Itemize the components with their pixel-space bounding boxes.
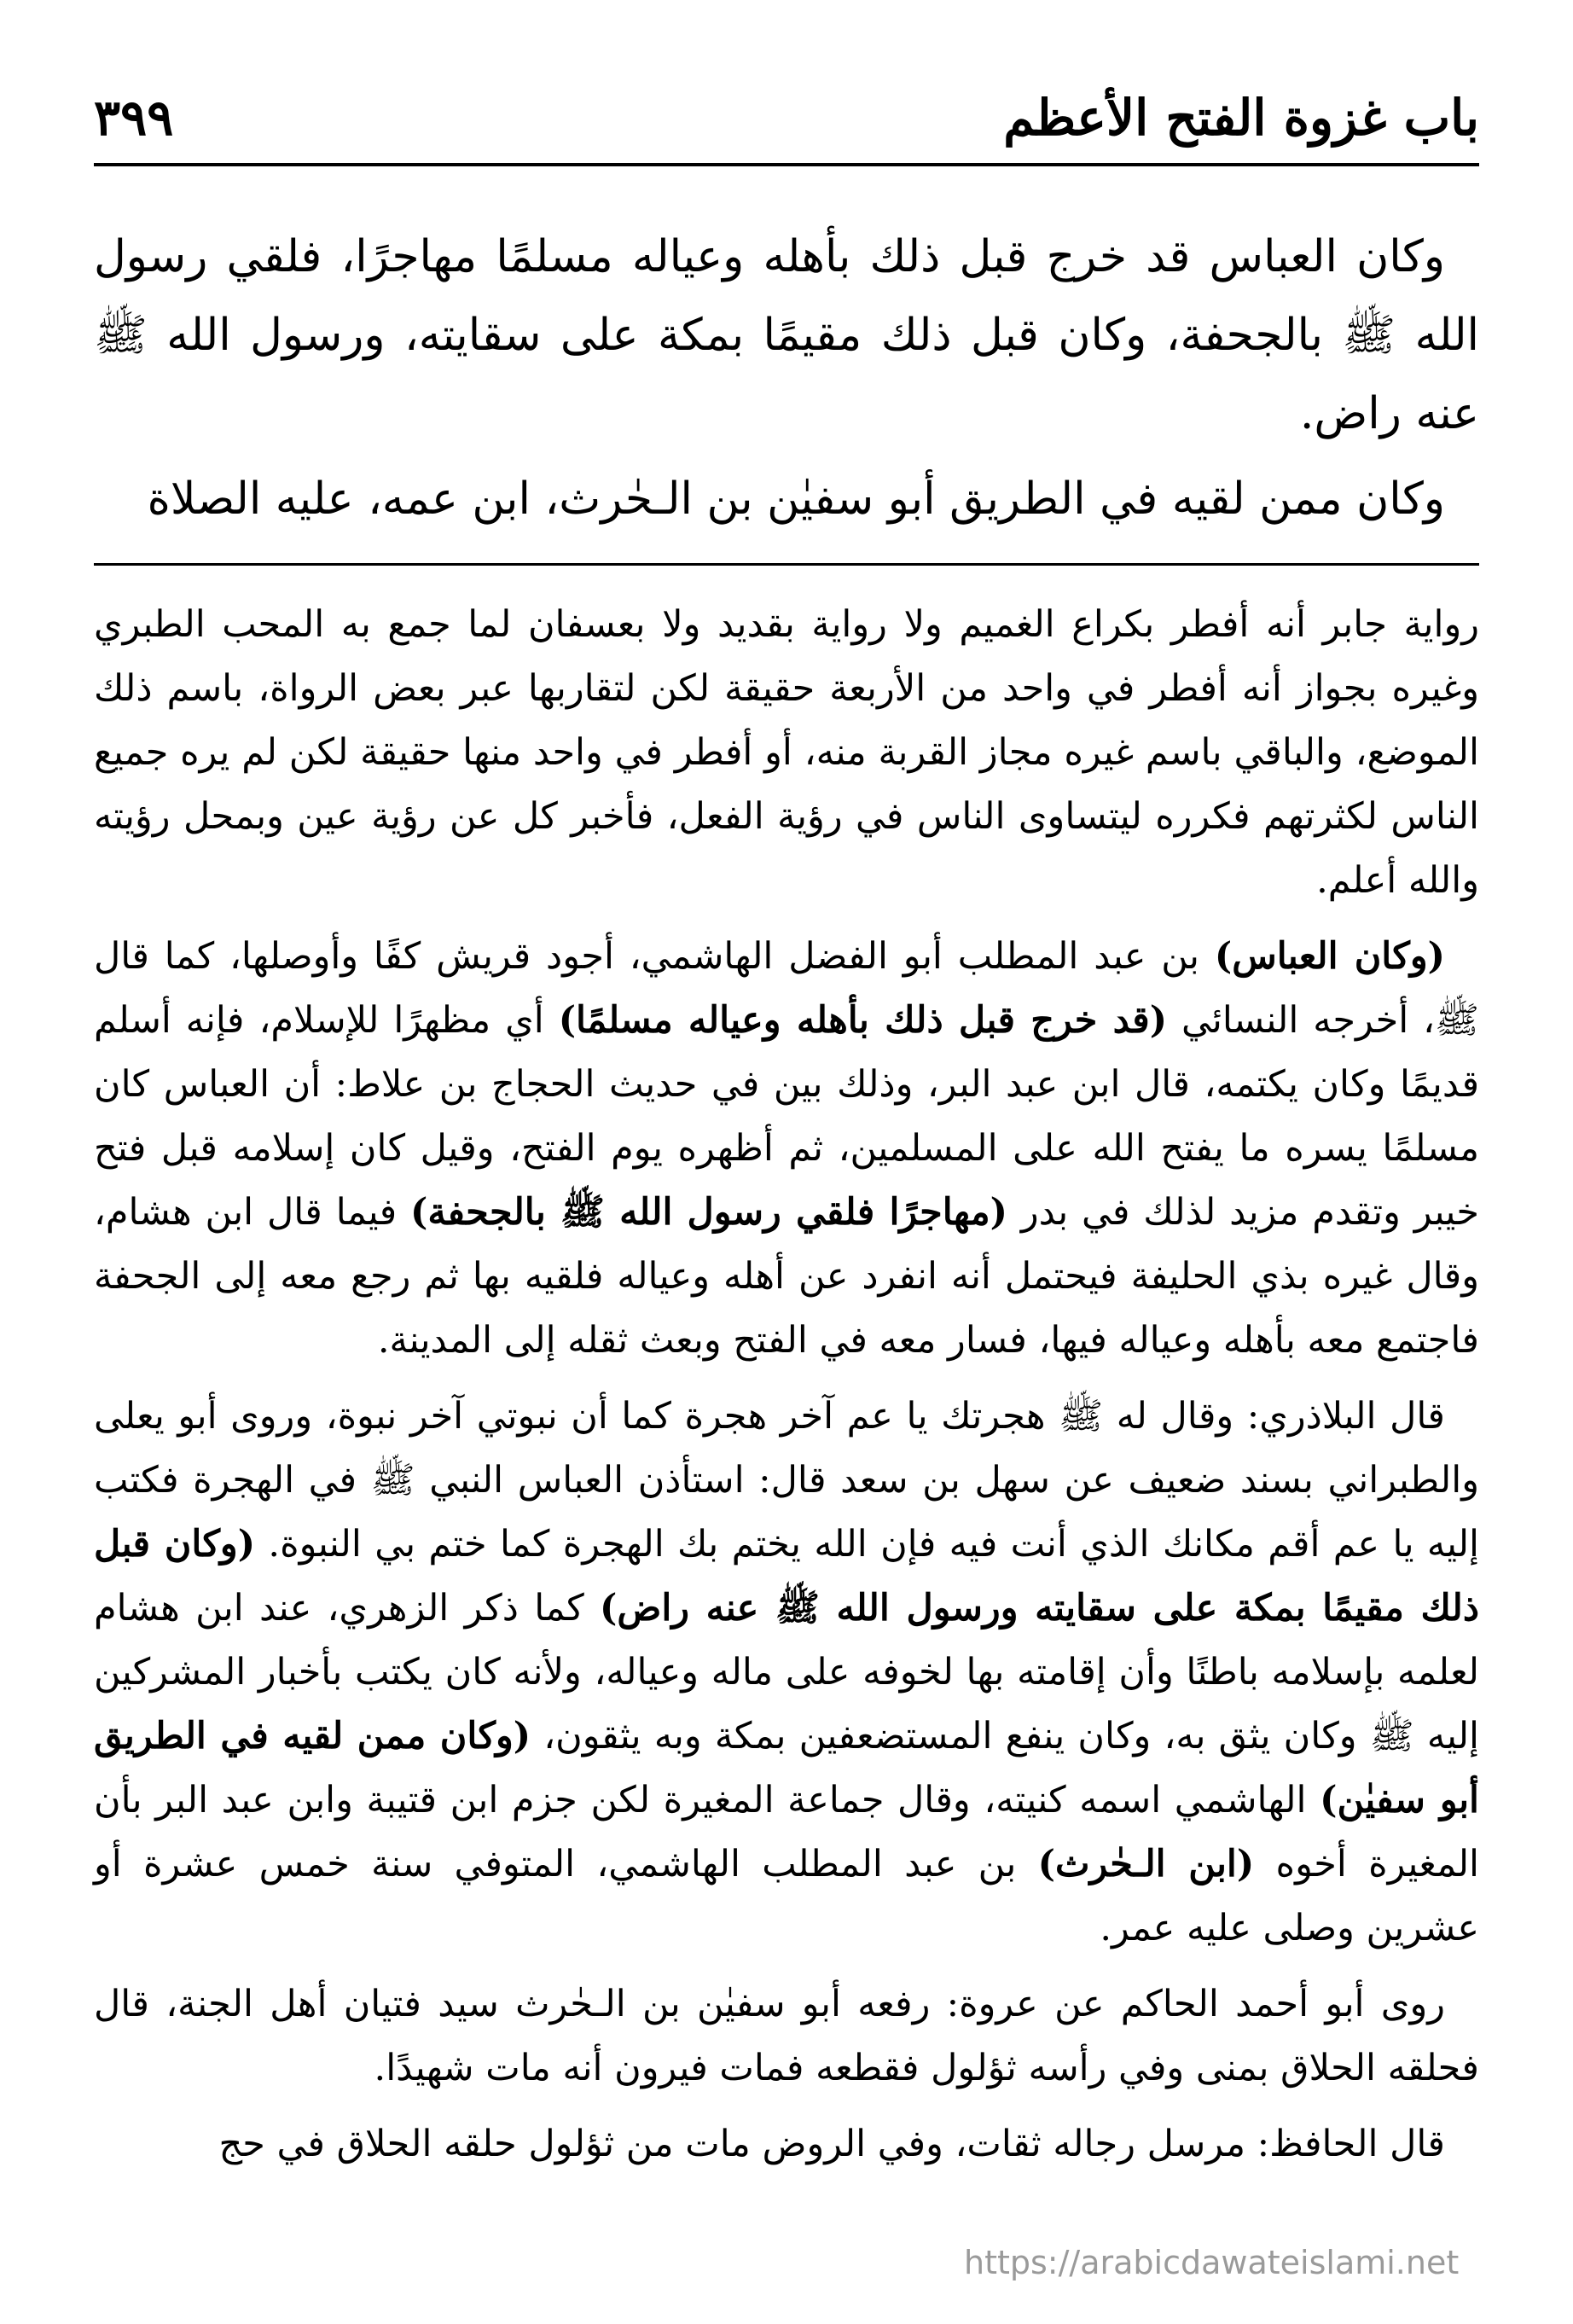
commentary-text: أي مظهرًا للإسلام، فإنه أسلم قديمًا وكان يكتمه، قال ابن عبد البر، وذلك بين في حديث الحجاج بن علاط: أن العباس كان مسلمًا يسره ما يفتح الله على المسلمين، ثم أظهره يوم الفتح، وقيل كان إسلامه قبل فتح خيبر وتقدم مزيد لذلك في بدر bbox=[94, 999, 1479, 1234]
main-text-paragraph: وكان العباس قد خرج قبل ذلك بأهله وعياله مسلمًا مهاجرًا، فلقي رسول الله ﷺ بالجحفة، وكان قبل ذلك مقيمًا بمكة على سقايته، ورسول الله ﷺ عنه راض. bbox=[94, 231, 1479, 439]
source-watermark: https://arabicdawateislami.net bbox=[964, 2244, 1460, 2281]
commentary-text: قال البلاذري: وقال له ﷺ هجرتك يا عم آخر هجرة كما أن نبوتي آخر نبوة، وروى أبو يعلى والطبراني بسند ضعيف عن سهل بن سعد قال: استأذن العباس النبي ﷺ في الهجرة فكتب إليه يا عم أقم مكانك الذي أنت فيه فإن الله يختم بك الهجرة كما ختم بي النبوة. bbox=[94, 1395, 1480, 1566]
quoted-text: (وكان العباس) bbox=[1214, 935, 1445, 978]
commentary-text: فيما قال ابن هشام، وقال غيره بذي الحليفة فيحتمل أنه انفرد عن أهله وعياله فلقيه بها ثم رجع معه إلى الجحفة فاجتمع معه بأهله وعياله فيها، فسار معه في الفتح وبعث ثقله إلى المدينة. bbox=[94, 1191, 1479, 1362]
main-text-paragraph: وكان ممن لقيه في الطريق أبو سفيٰن بن الـحٰرث، ابن عمه، عليه الصلاة bbox=[147, 474, 1445, 525]
commentary-text: كما ذكر الزهري، عند ابن هشام لعلمه بإسلامه باطنًا وأن إقامته بها لخوفه على ماله وعياله، ولأنه كان يكتب بأخبار المشركين إليه ﷺ وكان يثق به، وكان ينفع المستضعفين بمكة وبه يثقون، bbox=[94, 1587, 1479, 1758]
quoted-text: (مهاجرًا فلقي رسول الله ﷺ بالجحفة) bbox=[410, 1191, 1008, 1234]
text-divider bbox=[94, 563, 1479, 566]
page-number: ٣٩٩ bbox=[94, 89, 174, 147]
commentary-paragraph bbox=[94, 1385, 1479, 1961]
quoted-text: (قد خرج قبل ذلك بأهله وعياله مسلمًا) bbox=[558, 999, 1168, 1042]
commentary-paragraph bbox=[94, 925, 1479, 1373]
commentary bbox=[94, 593, 1479, 2188]
commentary-text: بن عبد المطلب أبو الفضل الهاشمي، أجود قريش كفًا وأوصلها، كما قال ﷺ، أخرجه النسائي bbox=[94, 935, 1479, 1042]
page-header bbox=[94, 82, 1479, 166]
main-text bbox=[94, 218, 1479, 545]
commentary-paragraph: روى أبو أحمد الحاكم عن عروة: رفعه أبو سفيٰن بن الـحٰرث سيد فتيان أهل الجنة، قال فحلقه الحلاق بمنى وفي رأسه ثؤلول فقطعه فمات فيرون أنه مات شهيدًا. bbox=[94, 1983, 1479, 2089]
quoted-text: (وكان ممن لقيه في الطريق أبو سفيٰن) bbox=[94, 1715, 1479, 1821]
commentary-paragraph: قال الحافظ: مرسل رجاله ثقات، وفي الروض مات من ثؤلول حلقه الحلاق في حج bbox=[218, 2123, 1445, 2165]
quoted-text: (وكان قبل ذلك مقيمًا بمكة على سقايته ورسول الله ﷺ عنه راض) bbox=[94, 1523, 1479, 1630]
commentary-paragraph: رواية جابر أنه أفطر بكراع الغميم ولا رواية بقديد ولا بعسفان لما جمع به المحب الطبري وغيره بجواز أنه أفطر في واحد من الأربعة حقيقة لكن لتقاربها عبر بعض الرواة، باسم ذلك الموضع، والباقي باسم غيره مجاز القربة منه، أو أفطر في واحد منها حقيقة لكن لم يره جميع الناس لكثرتهم فكرره ليتساوى الناس في رؤية الفعل، فأخبر كل عن رؤية عين وبمحل رؤيته والله أعلم. bbox=[94, 603, 1479, 902]
book-page bbox=[94, 0, 1479, 2324]
quoted-text: (ابن الـحٰرث) bbox=[1037, 1843, 1255, 1885]
commentary-text: بن عبد المطلب الهاشمي، المتوفي سنة خمس عشرة أو عشرين وصلى عليه عمر. bbox=[94, 1843, 1479, 1949]
commentary-text: الهاشمي اسمه كنيته، وقال جماعة المغيرة لكن جزم ابن قتيبة وابن عبد البر بأن المغيرة أخوه bbox=[94, 1779, 1479, 1885]
running-title: باب غزوة الفتح الأعظم bbox=[1003, 89, 1479, 147]
